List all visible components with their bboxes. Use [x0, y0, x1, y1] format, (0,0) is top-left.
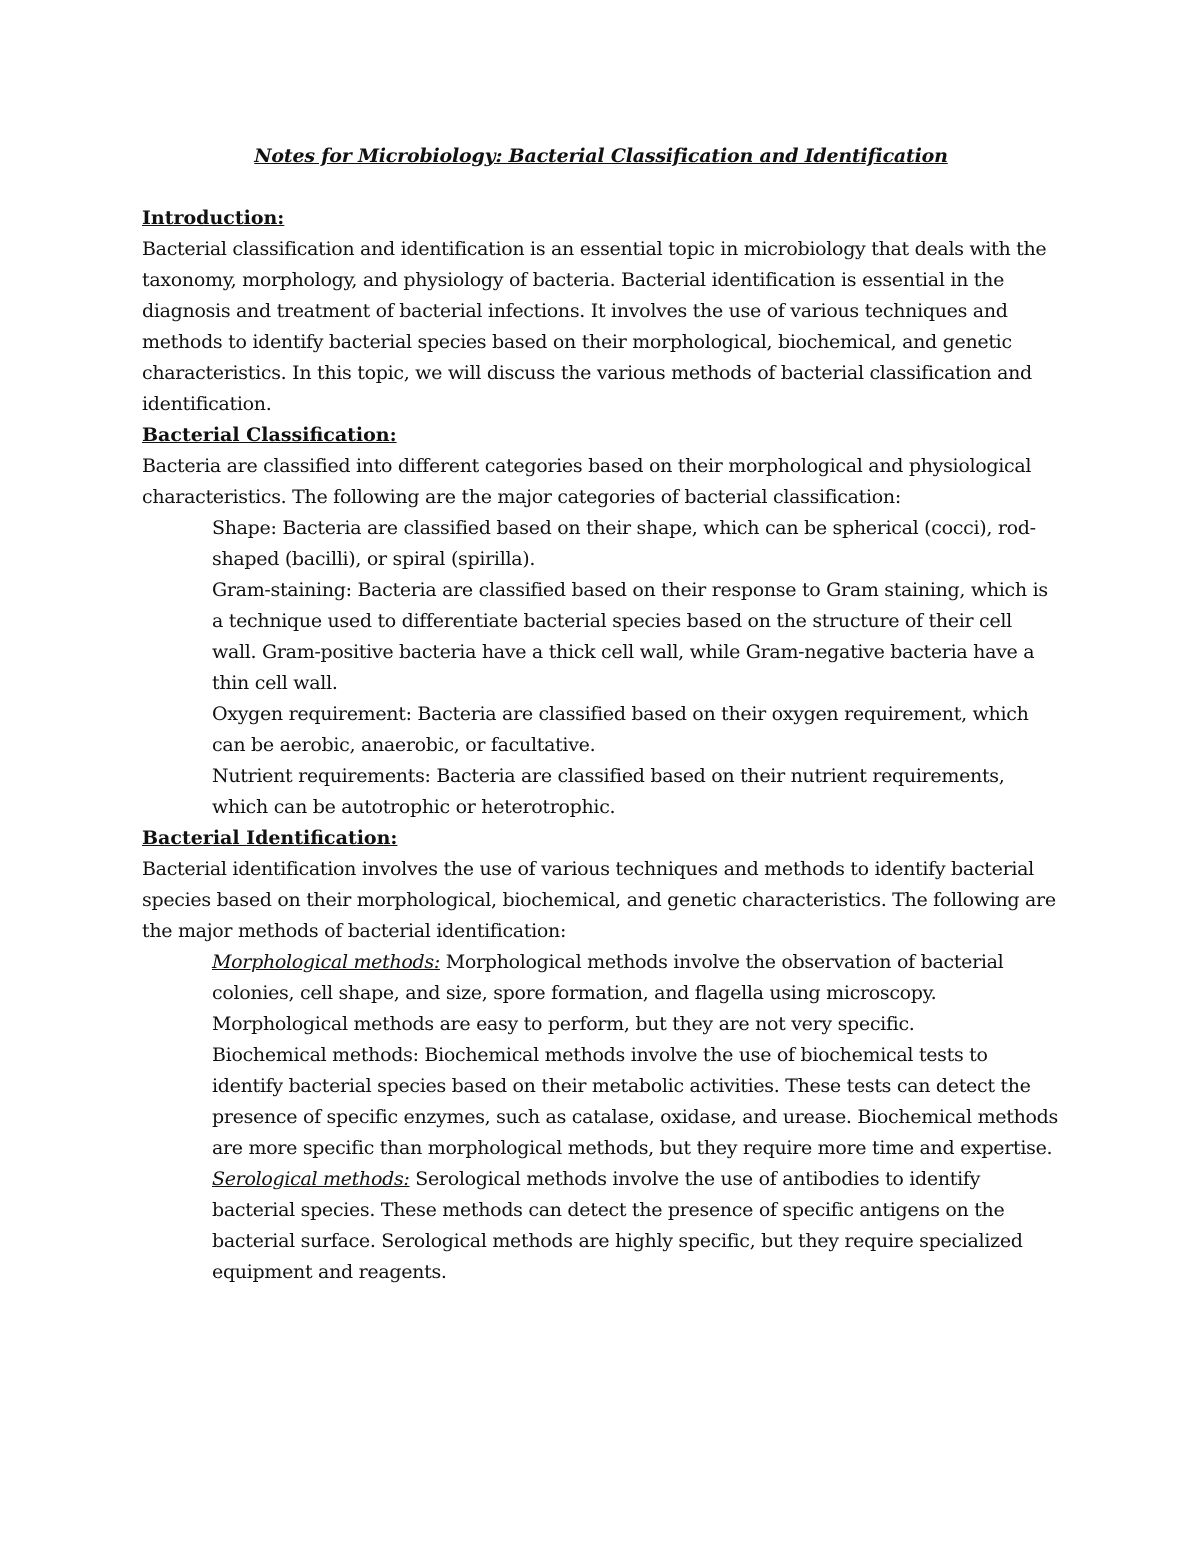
identification-item-serological	[142, 1164, 1060, 1288]
morphological-text: Morphological methods involve the observation of bacterial colonies, cell shape, and size, spore formation, and flagella using microscopy. Morphological methods are easy to perform, but they are not very specific.	[212, 951, 1004, 1035]
classification-heading: Bacterial Classification:	[142, 424, 397, 446]
spacer	[142, 172, 1060, 203]
morphological-term: Morphological methods:	[212, 951, 440, 973]
serological-term: Serological methods:	[212, 1168, 410, 1190]
identification-item-morphological	[142, 947, 1060, 1040]
document-content	[142, 141, 1060, 1288]
identification-item-biochemical	[142, 1040, 1060, 1164]
serological-text: Serological methods involve the use of antibodies to identify bacterial species. These methods can detect the presence of specific antigens on the bacterial surface. Serological methods are highly specific, but they require specialized equipment and reagents.	[212, 1168, 1023, 1283]
biochemical-text: Biochemical methods: Biochemical methods involve the use of biochemical tests to identify bacterial species based on their metabolic activities. These tests can detect the presence of specific enzymes, such as catalase, oxidase, and urease. Biochemical methods are more specific than morphological methods, but they require more time and expertise.	[212, 1044, 1058, 1159]
classification-item-shape: Shape: Bacteria are classified based on their shape, which can be spherical (cocci), rod-shaped (bacilli), or spiral (spirilla).	[212, 517, 1036, 570]
classification-intro: Bacteria are classified into different categories based on their morphological and physiological characteristics. The following are the major categories of bacterial classification:	[142, 455, 1032, 508]
introduction-heading: Introduction:	[142, 207, 285, 229]
document-title: Notes for Microbiology: Bacterial Classification and Identification	[254, 145, 948, 167]
classification-item-gram-staining: Gram-staining: Bacteria are classified based on their response to Gram staining, which is a technique used to differentiate bacterial species based on the structure of their cell wall. Gram-positive bacteria have a thick cell wall, while Gram-negative bacteria have a thin cell wall.	[212, 579, 1048, 694]
identification-heading: Bacterial Identification:	[142, 827, 398, 849]
classification-item-oxygen: Oxygen requirement: Bacteria are classified based on their oxygen requirement, which can be aerobic, anaerobic, or facultative.	[212, 703, 1029, 756]
classification-item-nutrient: Nutrient requirements: Bacteria are classified based on their nutrient requirements, which can be autotrophic or heterotrophic.	[212, 765, 1005, 818]
introduction-paragraph: Bacterial classification and identification is an essential topic in microbiology that deals with the taxonomy, morphology, and physiology of bacteria. Bacterial identification is essential in the diagnosis and treatment of bacterial infections. It involves the use of various techniques and methods to identify bacterial species based on their morphological, biochemical, and genetic characteristics. In this topic, we will discuss the various methods of bacterial classification and identification.	[142, 238, 1047, 415]
identification-intro: Bacterial identification involves the use of various techniques and methods to identify bacterial species based on their morphological, biochemical, and genetic characteristics. The following are the major methods of bacterial identification:	[142, 858, 1056, 942]
